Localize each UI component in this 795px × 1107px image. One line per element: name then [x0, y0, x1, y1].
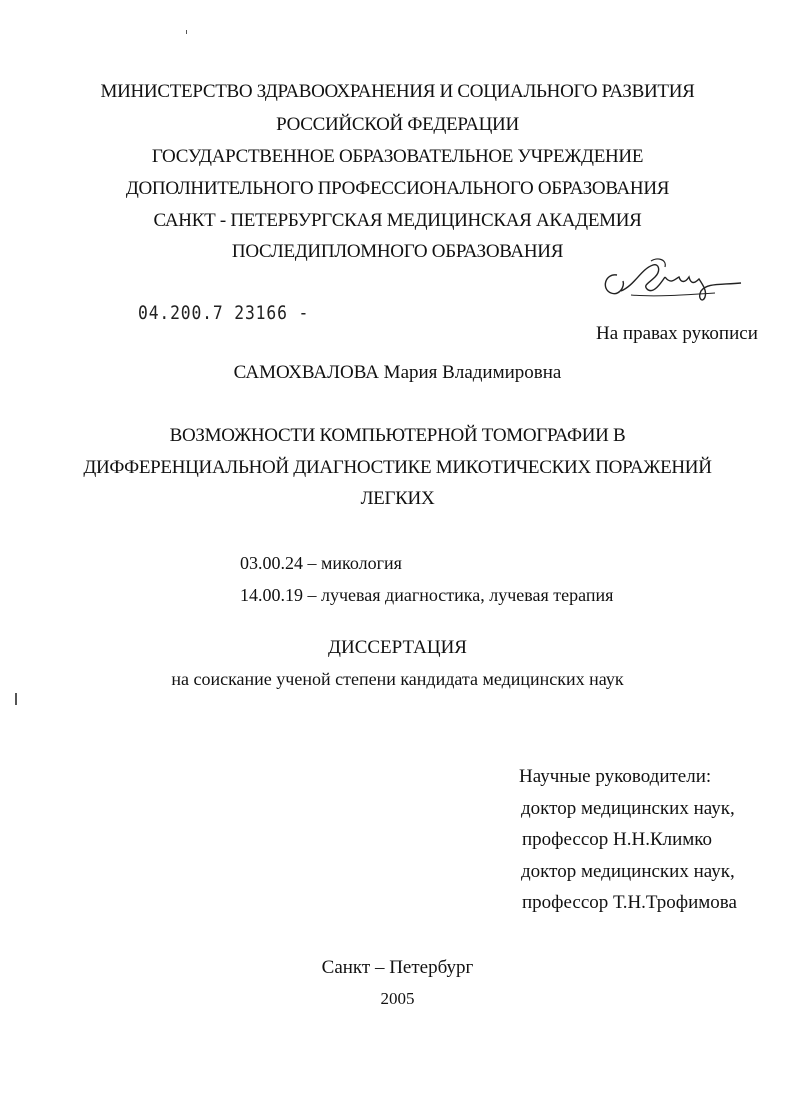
- document-type: ДИССЕРТАЦИЯ: [328, 637, 467, 658]
- title-line-1: ВОЗМОЖНОСТИ КОМПЬЮТЕРНОЙ ТОМОГРАФИИ В: [169, 425, 626, 446]
- header-line-education: ДОПОЛНИТЕЛЬНОГО ПРОФЕССИОНАЛЬНОГО ОБРАЗОВАНИЯ: [125, 178, 670, 199]
- specialty-mycology: 03.00.24 – микология: [240, 553, 402, 573]
- supervisor-1-name: профессор Н.Н.Климко: [522, 829, 713, 850]
- supervisor-2-name: профессор Т.Н.Трофимова: [522, 892, 737, 913]
- header-line-institution: ГОСУДАРСТВЕННОЕ ОБРАЗОВАТЕЛЬНОЕ УЧРЕЖДЕНИЕ: [151, 146, 644, 167]
- scan-speck: [15, 693, 17, 705]
- year: 2005: [380, 989, 415, 1008]
- rights-note: На правах рукописи: [596, 323, 758, 344]
- city: Санкт – Петербург: [321, 957, 474, 978]
- header-line-federation: РОССИЙСКОЙ ФЕДЕРАЦИИ: [276, 114, 519, 135]
- supervisors-heading: Научные руководители:: [519, 766, 712, 787]
- header-line-postgraduate: ПОСЛЕДИПЛОМНОГО ОБРАЗОВАНИЯ: [231, 241, 564, 262]
- header-line-academy: САНКТ - ПЕТЕРБУРГСКАЯ МЕДИЦИНСКАЯ АКАДЕМИЯ: [153, 210, 642, 231]
- header-line-ministry: МИНИСТЕРСТВО ЗДРАВООХРАНЕНИЯ И СОЦИАЛЬНОГО РАЗВИТИЯ: [100, 81, 695, 102]
- degree-line: на соискание ученой степени кандидата медицинских наук: [171, 669, 624, 689]
- supervisor-2-degree: доктор медицинских наук,: [521, 861, 735, 882]
- author-name: САМОХВАЛОВА Мария Владимировна: [233, 362, 562, 383]
- supervisor-1-degree: доктор медицинских наук,: [521, 798, 735, 819]
- scan-speck: [186, 30, 187, 34]
- registration-number: 04.200.7 23166 -: [138, 302, 310, 324]
- handwritten-signature: [595, 255, 745, 305]
- title-line-3: ЛЕГКИХ: [360, 488, 435, 509]
- title-line-2: ДИФФЕРЕНЦИАЛЬНОЙ ДИАГНОСТИКЕ МИКОТИЧЕСКИХ ПОРАЖЕНИЙ: [83, 457, 712, 478]
- specialty-radiology: 14.00.19 – лучевая диагностика, лучевая терапия: [240, 585, 614, 605]
